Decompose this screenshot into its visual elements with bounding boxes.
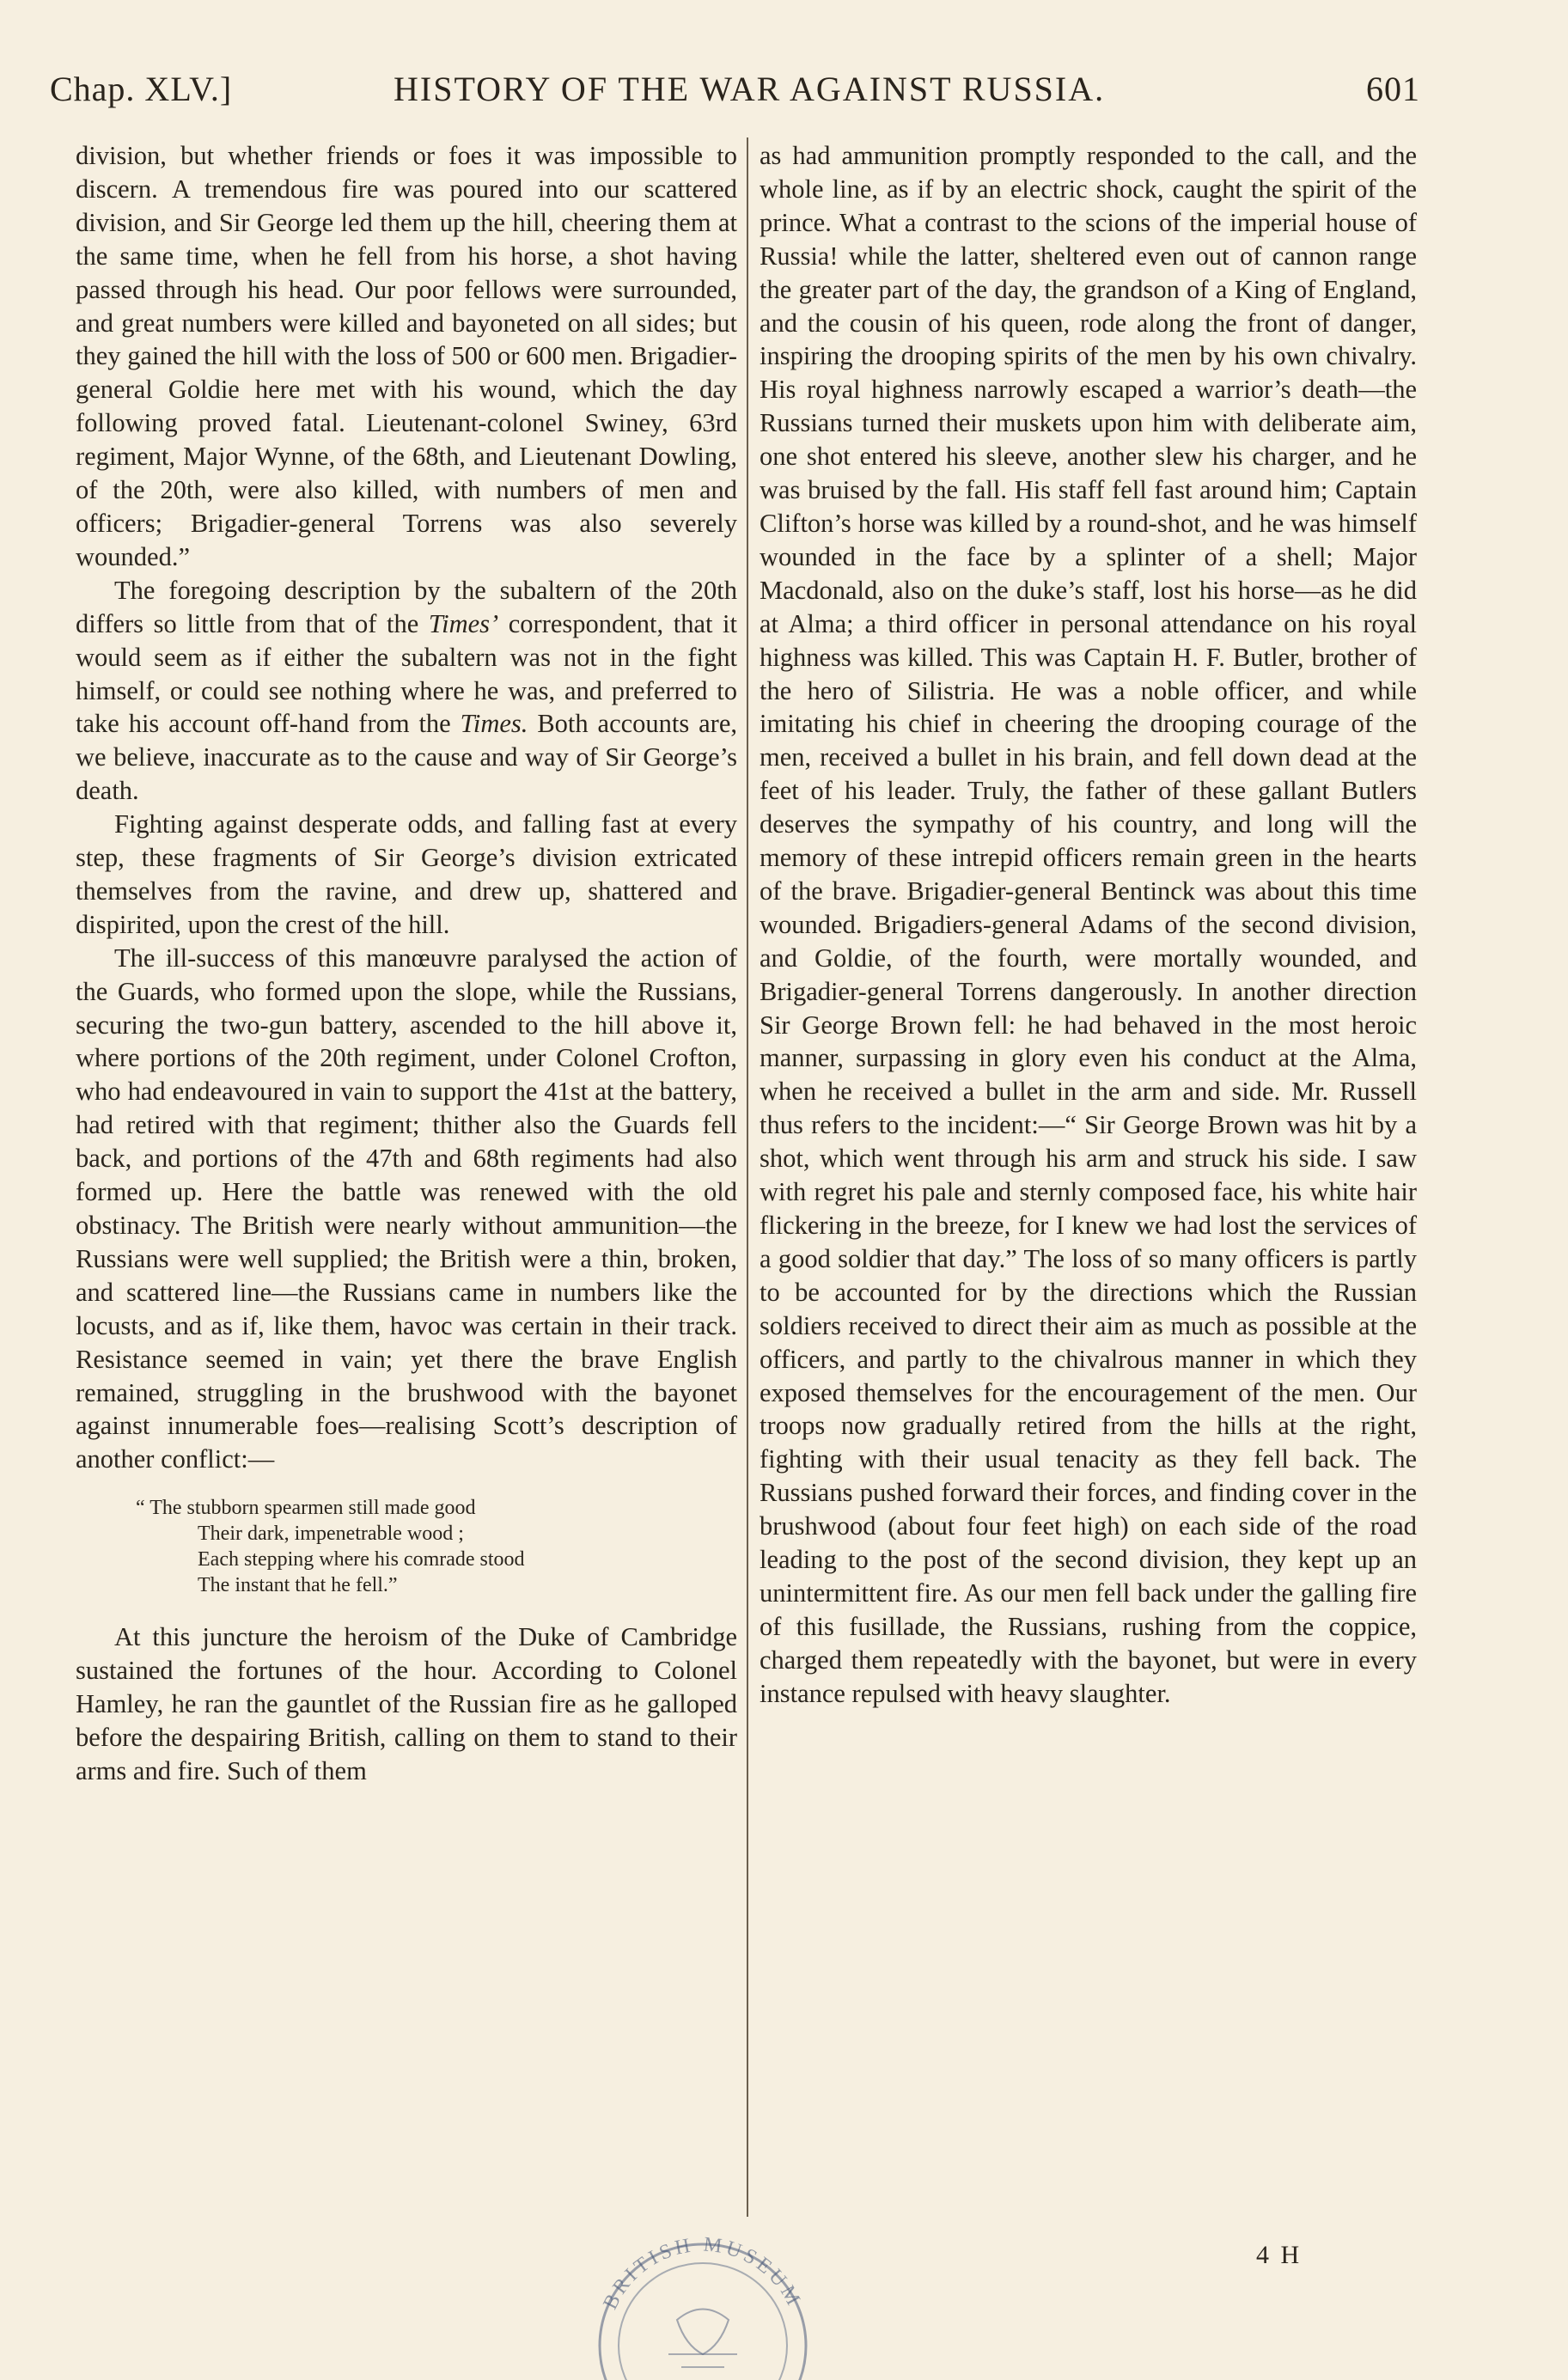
page-number: 601 <box>1366 70 1420 108</box>
chapter-label: Chap. XLV.] <box>50 70 233 108</box>
verse-quotation <box>76 1495 737 1598</box>
library-stamp <box>574 2217 832 2380</box>
paragraph: division, but whether friends or foes it was impossible to discern. A tremendous fire was poured into our scattered division, and Sir George led them up the hill, cheering them at the same time, when he fell from his horse, a shot having passed through his head. Our poor fellows were surrounded, and great numbers were killed and bayoneted on all sides; but they gained the hill with the loss of 500 or 600 men. Brigadier-general Goldie here met with his wound, which the day following proved fatal. Lieutenant-colonel Swiney, 63rd regiment, Major Wynne, of the 68th, and Lieutenant Dowling, of the 20th, were also killed, with numbers of men and officers; Brigadier-general Torrens was also severely wounded.” <box>76 141 737 571</box>
paragraph: as had ammunition promptly responded to the call, and the whole line, as if by an electric shock, caught the spirit of the prince. What a contrast to the scions of the imperial house of Russia! while the latter, sheltered even out of cannon range the greater part of the day, the grandson of a King of England, and the cousin of his queen, rode along the front of danger, inspiring the drooping spirits of the men by his own chivalry. His royal highness narrowly escaped a warrior’s death—the Russians turned their muskets upon him with deliberate aim, one shot entered his sleeve, another slew his charger, and he was bruised by the fall. His staff fell fast around him; Captain Clifton’s horse was killed by a round-shot, and he was himself wounded in the face by a splinter of a shell; Major Macdonald, also on the duke’s staff, lost his horse—as he did at Alma; a third officer in personal attendance on his royal highness was killed. This was Captain H. F. Butler, brother of the hero of Silistria. He was a noble officer, and while imitating his chief in cheering the drooping courage of the men, received a bullet in his brain, and fell down dead at the feet of his leader. Truly, the father of these gallant Butlers deserves the sympathy of his country, and long will the memory of these intrepid officers remain green in the hearts of the brave. Brigadier-general Bentinck was about this time wounded. Brigadiers-general Adams of the second division, and Goldie, of the fourth, were mortally wounded, and Brigadier-general Torrens dangerously. In another direction Sir George Brown fell: he had behaved in the most heroic manner, surpassing in glory even his conduct at the Alma, when he received a bullet in the arm and side. Mr. Russell thus refers to the incident:—“ Sir George Brown was hit by a shot, which went through his arm and struck his side. I saw with regret his pale and sternly composed face, his white hair flickering in the breeze, for I knew we had lost the services of a good soldier that day.” The loss of so many officers is partly to be accounted for by the directions which the Russian soldiers received to direct their aim as much as possible at the officers, and partly to the chivalrous manner in which they exposed themselves for the encouragement of the men. Our troops now gradually retired from the hills at the right, fighting with their usual tenacity as they fell back. The Russians pushed forward their forces, and finding cover in the brushwood (about four feet high) on each side of the road leading to the post of the second division, they kept up an unintermittent fire. As our men fell back under the galling fire of this fusillade, the Russians, rushing from the coppice, charged them repeatedly with the bayonet, but were in every instance repulsed with heavy slaughter. <box>760 141 1417 1708</box>
right-column <box>760 139 1417 1711</box>
verse-line: Their dark, impenetrable wood ; <box>198 1523 464 1546</box>
running-header <box>50 69 1425 120</box>
paragraph: The foregoing description by the subaltern of the 20th differs so little from that of the Times’ correspondent, that it would seem as if either the subaltern was not in the fight himself, or could see nothing where he was, and preferred to take his account off-hand from the Times. Both accounts are, we believe, inaccurate as to the cause and way of Sir George’s death. <box>76 575 737 806</box>
times-reference: Times’ <box>428 608 499 638</box>
paragraph: At this juncture the heroism of the Duke of Cambridge sustained the fortunes of the hour. According to Colonel Hamley, he ran the gauntlet of the Russian fire as he galloped before the despairing British, calling on them to stand to their arms and fire. Such of them <box>76 1622 737 1785</box>
stamp-text: BRITISH MUSEUM <box>599 2233 806 2314</box>
page-title: HISTORY OF THE WAR AGAINST RUSSIA. <box>394 70 1106 108</box>
paragraph: The ill-success of this manœuvre paralysed the action of the Guards, who formed upon the slope, while the Russians, securing the two-gun battery, ascended to the hill above it, where portions of the 20th regiment, under Colonel Crofton, who had endeavoured in vain to support the 41st at the battery, had retired with that regiment; thither also the Guards fell back, and portions of the 47th and 68th regiments had also formed up. Here the battle was renewed with the old obstinacy. The British were nearly without ammunition—the Russians were well supplied; the British were a thin, broken, and scattered line—the Russians came in numbers like the locusts, and as if, like them, havoc was certain in their track. Resistance seemed in vain; yet there the brave English remained, struggling in the brushwood with the bayonet against innumerable foes—realising Scott’s description of another conflict:— <box>76 943 737 1474</box>
left-column <box>76 139 737 1788</box>
verse-line: “ The stubborn spearmen still made good <box>136 1497 476 1520</box>
paragraph: Fighting against desperate odds, and falling fast at every step, these fragments of Sir George’s division extricated themselves from the ravine, and drew up, shattered and dispirited, upon the crest of the hill. <box>76 809 737 939</box>
times-reference: Times. <box>460 709 528 739</box>
verse-line: Each stepping where his comrade stood <box>198 1548 525 1571</box>
column-divider <box>747 137 748 2217</box>
signature-mark: 4 H <box>1256 2241 1303 2269</box>
verse-line: The instant that he fell.” <box>198 1574 398 1597</box>
